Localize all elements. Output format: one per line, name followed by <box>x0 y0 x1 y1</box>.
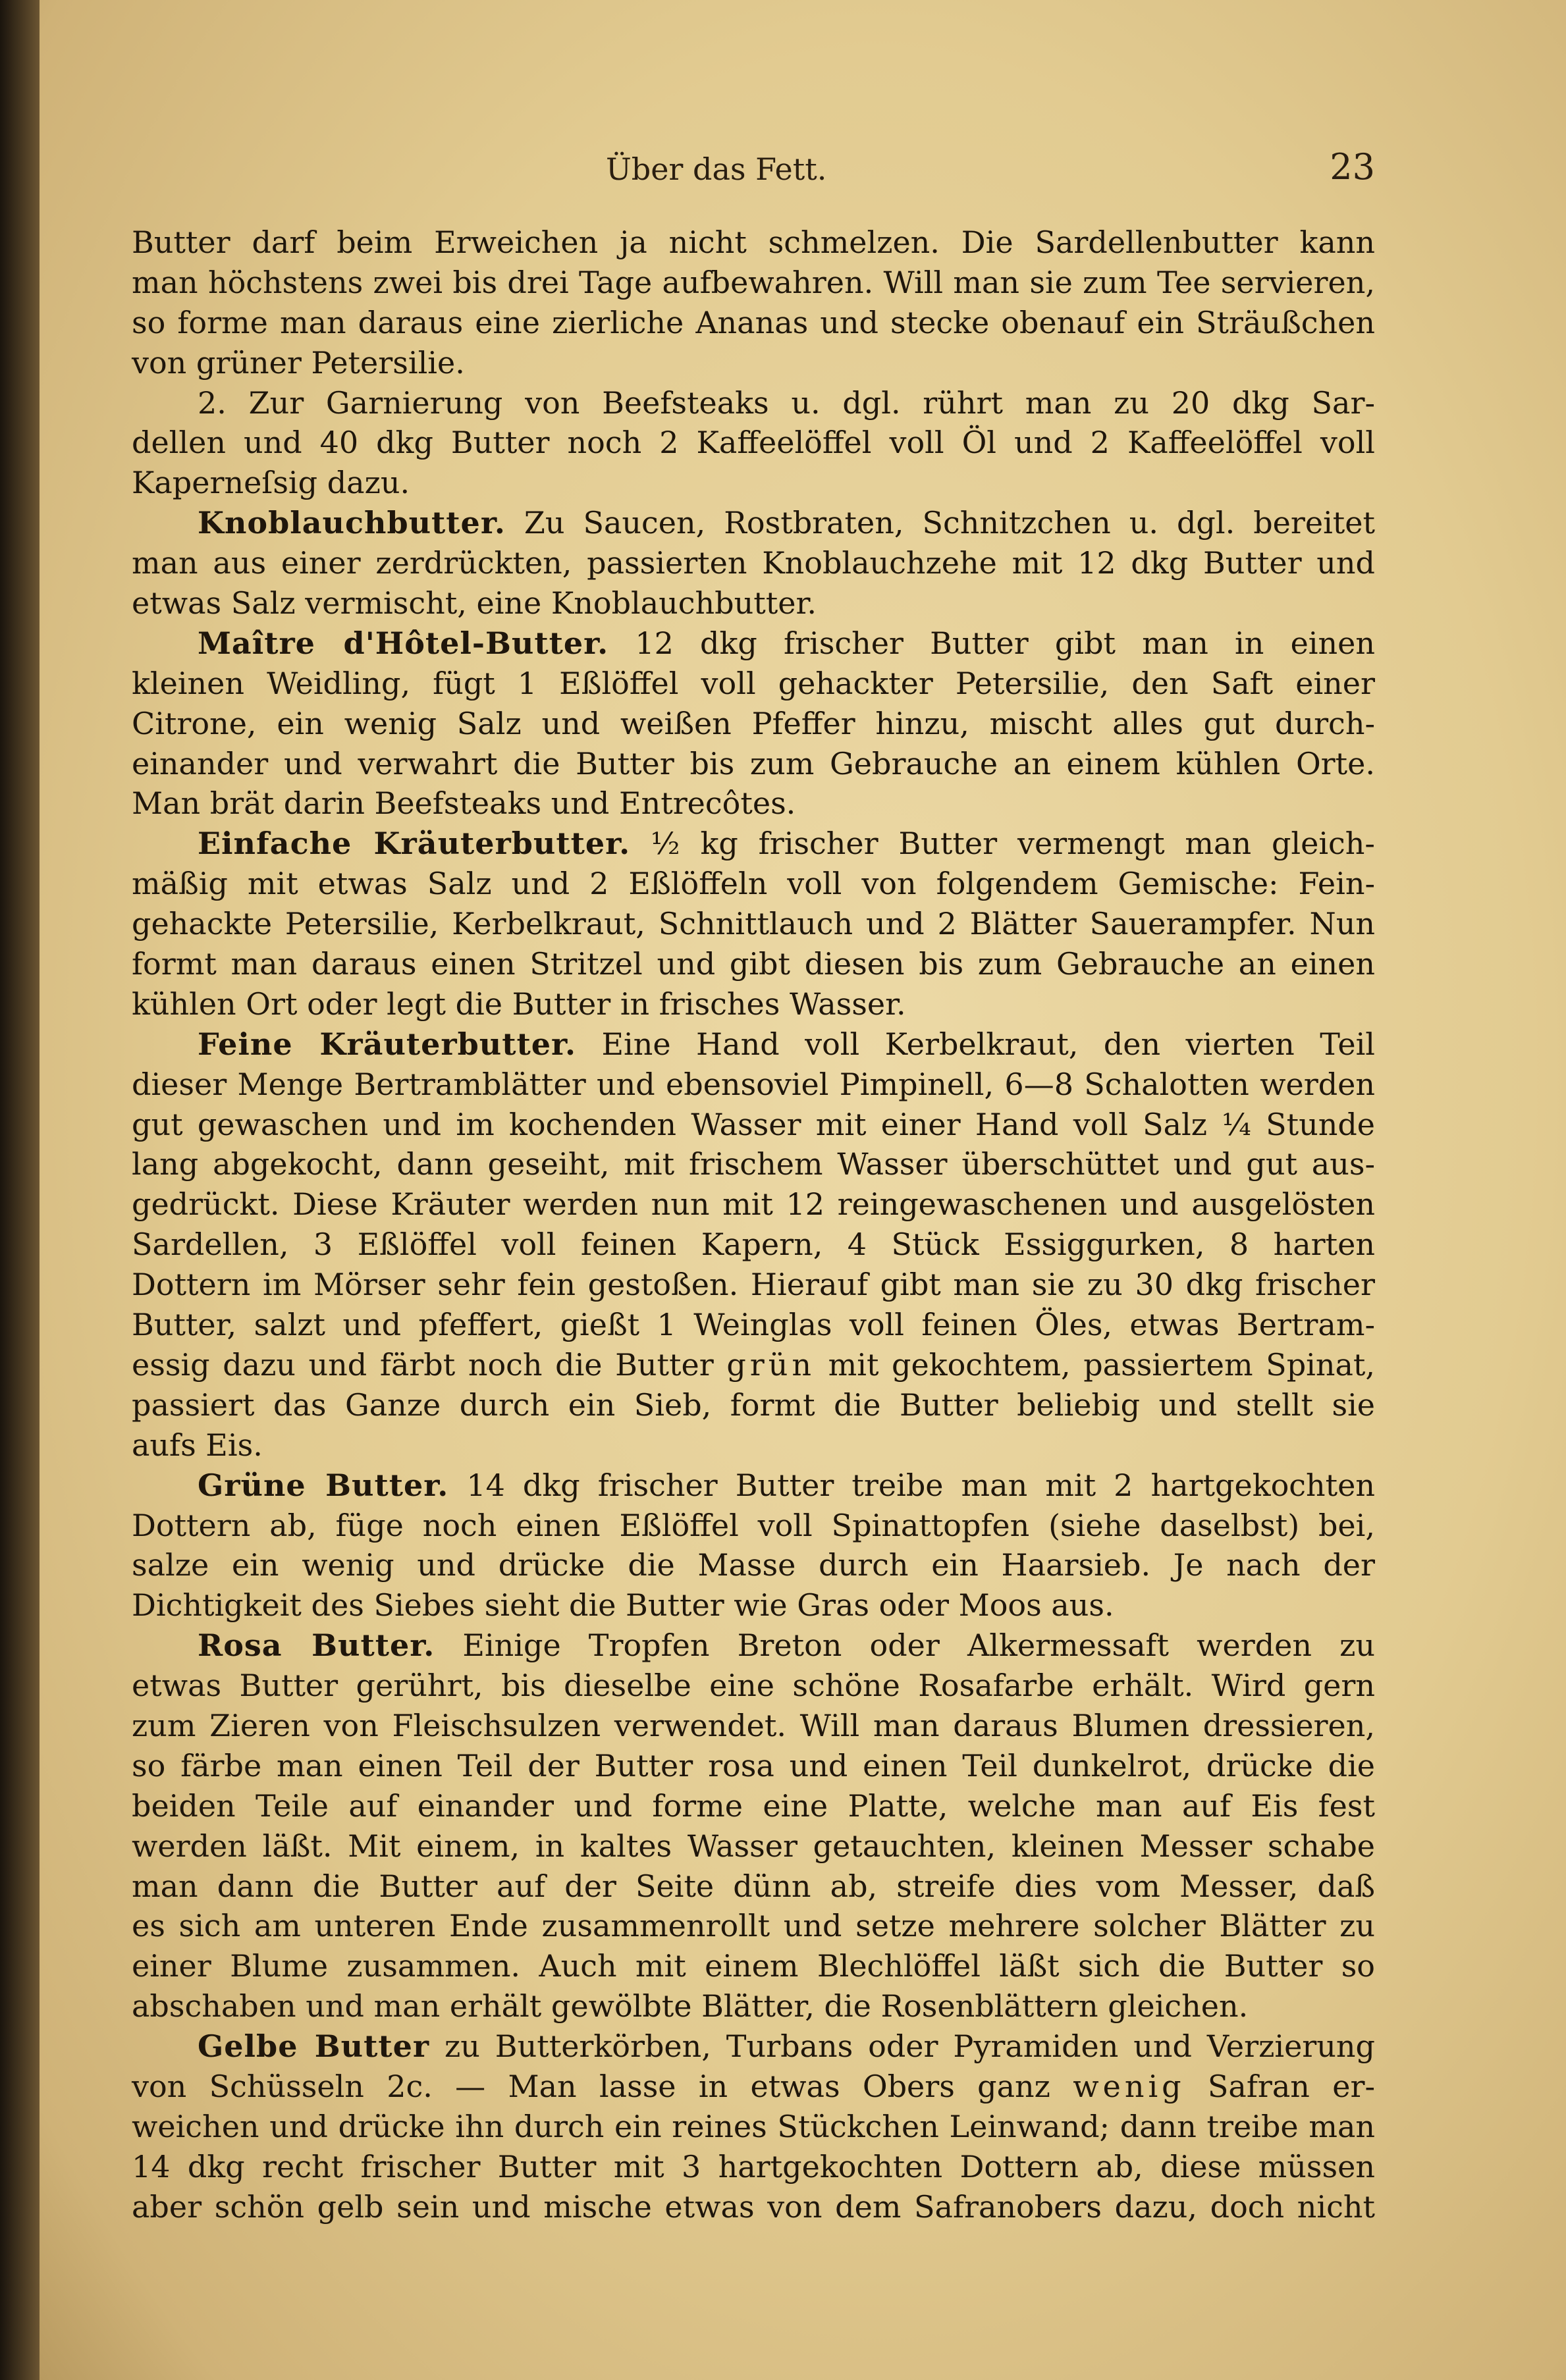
recipe-heading: Feine Kräuterbutter. <box>198 1026 577 1062</box>
text-run: abschaben und man erhält gewölbte Blätter, die Rosenblättern gleichen. <box>132 1988 1249 2024</box>
recipe-heading: Maître d'Hôtel-Butter. <box>198 625 609 661</box>
text-run: 14 dkg frischer Butter treibe man mit 2 hartgekochten <box>448 1467 1375 1503</box>
text-run: einer Blume zusammen. Auch mit einem Blechlöffel läßt sich die Butter so <box>132 1948 1375 1984</box>
text-run: so forme man daraus eine zierliche Ananas und stecke obenauf ein Sträußchen <box>132 304 1375 340</box>
text-run: gehackte Petersilie, Kerbelkraut, Schnittlauch und 2 Blätter Sauerampfer. Nun <box>132 906 1375 942</box>
text-line <box>132 1986 1375 2026</box>
text-run: zu Butterkörben, Turbans oder Pyramiden und Verzierung <box>429 2028 1375 2065</box>
text-line <box>132 1786 1375 1826</box>
text-line <box>132 1706 1375 1746</box>
text-run: zum Zieren von Fleischsulzen verwendet. Will man daraus Blumen dressieren, <box>132 1707 1375 1743</box>
text-line <box>132 343 1375 383</box>
text-line <box>132 1866 1375 1907</box>
text-line <box>132 1666 1375 1706</box>
text-run: Einige Tropfen Breton oder Alkermessaft werden zu <box>435 1627 1375 1664</box>
text-line <box>132 503 1375 543</box>
text-run: man höchstens zwei bis drei Tage aufbewahren. Will man sie zum Tee servieren, <box>132 264 1375 300</box>
text-line <box>132 1545 1375 1585</box>
text-run: 12 dkg frischer Butter gibt man in einen <box>608 625 1375 661</box>
text-line <box>132 263 1375 303</box>
body-text <box>132 223 1375 2227</box>
text-run: etwas Butter gerührt, bis dieselbe eine schöne Rosafarbe erhält. Wird gern <box>132 1668 1375 1704</box>
text-line <box>132 1466 1375 1506</box>
text-line <box>132 1184 1375 1225</box>
text-line <box>132 1265 1375 1305</box>
text-line <box>132 1746 1375 1786</box>
text-run: dellen und 40 dkg Butter noch 2 Kaffeelöffel voll Öl und 2 Kaffeelöffel voll <box>132 425 1375 461</box>
text-line <box>132 944 1375 984</box>
text-run: gut gewaschen und im kochenden Wasser mit einer Hand voll Salz ¼ Stunde <box>132 1106 1375 1142</box>
recipe-heading: Rosa Butter. <box>198 1627 435 1664</box>
book-page <box>40 0 1566 2380</box>
text-line <box>132 744 1375 784</box>
text-run: kühlen Ort oder legt die Butter in frisches Wasser. <box>132 986 906 1022</box>
text-line <box>132 1225 1375 1265</box>
text-line <box>132 2067 1375 2107</box>
recipe-heading: Knoblauchbutter. <box>198 505 506 541</box>
text-run: Man brät darin Beefsteaks und Entrecôtes. <box>132 785 796 822</box>
text-line <box>132 303 1375 343</box>
text-line <box>132 1585 1375 1626</box>
text-run: gedrückt. Diese Kräuter werden nun mit 12 reingewaschenen und ausgelösten <box>132 1186 1375 1223</box>
text-run: Dichtigkeit des Siebes sieht die Butter wie Gras oder Moos aus. <box>132 1587 1114 1624</box>
text-run: Butter, salzt und pfeffert, gießt 1 Weinglas voll feinen Öles, etwas Bertram- <box>132 1307 1375 1343</box>
text-line <box>132 543 1375 583</box>
running-title: Über das Fett. <box>606 151 827 187</box>
text-line <box>132 1626 1375 1666</box>
text-run: von grüner Petersilie. <box>132 344 465 381</box>
text-line <box>132 1144 1375 1184</box>
text-line <box>132 583 1375 623</box>
text-run: kleinen Weidling, fügt 1 Eßlöffel voll gehackter Petersilie, den Saft einer <box>132 665 1375 701</box>
text-line <box>132 1024 1375 1065</box>
book-spine-shadow <box>0 0 40 2380</box>
text-run: Sardellen, 3 Eßlöffel voll feinen Kapern, 4 Stück Essiggurken, 8 harten <box>132 1227 1375 1263</box>
text-line <box>132 1345 1375 1385</box>
text-run: mit gekochtem, passiertem Spinat, <box>815 1346 1376 1383</box>
text-line <box>132 1425 1375 1466</box>
text-line <box>132 1946 1375 1986</box>
text-line <box>132 2026 1375 2067</box>
text-line <box>132 1105 1375 1145</box>
text-line <box>132 704 1375 744</box>
page-number: 23 <box>1330 146 1375 188</box>
text-run: 2. Zur Garnierung von Beefsteaks u. dgl. rührt man zu 20 dkg Sar- <box>198 384 1375 421</box>
text-line <box>132 383 1375 423</box>
text-line <box>132 864 1375 904</box>
text-run: Butter darf beim Erweichen ja nicht schmelzen. Die Sardellenbutter kann <box>132 225 1375 260</box>
text-line <box>132 1906 1375 1946</box>
text-run: so färbe man einen Teil der Butter rosa und einen Teil dunkelrot, drücke die <box>132 1747 1375 1784</box>
text-line <box>132 223 1375 263</box>
text-run: von Schüsseln 2c. — Man lasse in etwas Obers ganz <box>132 2068 1073 2104</box>
text-run: salze ein wenig und drücke die Masse durch ein Haarsieb. Je nach der <box>132 1547 1375 1583</box>
text-run: man dann die Butter auf der Seite dünn ab, streife dies vom Messer, daß <box>132 1868 1375 1904</box>
text-run: Citrone, ein wenig Salz und weißen Pfeffer hinzu, mischt alles gut durch- <box>132 705 1375 741</box>
text-run: es sich am unteren Ende zusammenrollt und setze mehrere solcher Blätter zu <box>132 1908 1375 1944</box>
text-run: Eine Hand voll Kerbelkraut, den vierten Teil <box>576 1026 1375 1062</box>
spaced-emphasis: grün <box>726 1346 816 1383</box>
page-header <box>40 138 1566 191</box>
recipe-heading: Einfache Kräuterbutter. <box>198 826 631 862</box>
text-run: Dottern ab, füge noch einen Eßlöffel voll Spinattopfen (siehe daselbst) bei, <box>132 1507 1375 1543</box>
text-line <box>132 1506 1375 1546</box>
text-run: einander und verwahrt die Butter bis zum Gebrauche an einem kühlen Orte. <box>132 745 1375 781</box>
text-line <box>132 1826 1375 1866</box>
text-run: werden läßt. Mit einem, in kaltes Wasser getauchten, kleinen Messer schabe <box>132 1828 1375 1864</box>
text-run: Zu Saucen, Rostbraten, Schnitzchen u. dgl. bereitet <box>505 505 1375 541</box>
text-run: ½ kg frischer Butter vermengt man gleich- <box>630 826 1375 862</box>
text-line <box>132 423 1375 463</box>
text-run: passiert das Ganze durch ein Sieb, formt die Butter beliebig und stellt sie <box>132 1387 1375 1423</box>
text-run: Safran er- <box>1185 2068 1375 2104</box>
text-line <box>132 904 1375 944</box>
text-run: Kaperneſsig dazu. <box>132 465 410 501</box>
text-run: beiden Teile auf einander und forme eine Platte, welche man auf Eis fest <box>132 1787 1375 1824</box>
recipe-heading: Grüne Butter. <box>198 1467 449 1503</box>
text-run: etwas Salz vermischt, eine Knoblauchbutter. <box>132 585 817 621</box>
text-line <box>132 824 1375 864</box>
text-run: 14 dkg recht frischer Butter mit 3 hartgekochten Dottern ab, diese müssen <box>132 2148 1375 2184</box>
text-run: aber schön gelb sein und mische etwas von dem Safranobers dazu, doch nicht <box>132 2188 1375 2225</box>
text-run: dieser Menge Bertramblätter und ebensoviel Pimpinell, 6—8 Schalotten werden <box>132 1066 1375 1102</box>
spaced-emphasis: wenig <box>1073 2068 1185 2104</box>
text-line <box>132 2147 1375 2187</box>
text-run: Dottern im Mörser sehr fein gestoßen. Hierauf gibt man sie zu 30 dkg frischer <box>132 1267 1375 1303</box>
text-run: mäßig mit etwas Salz und 2 Eßlöffeln voll von folgendem Gemische: Fein- <box>132 866 1375 902</box>
text-run: lang abgekocht, dann geseiht, mit frischem Wasser überschüttet und gut aus- <box>132 1146 1375 1182</box>
text-line <box>132 623 1375 664</box>
text-run: essig dazu und färbt noch die Butter <box>132 1346 727 1383</box>
recipe-heading: Gelbe Butter <box>198 2028 430 2065</box>
text-line <box>132 463 1375 503</box>
text-run: aufs Eis. <box>132 1427 263 1463</box>
text-line <box>132 2187 1375 2227</box>
text-line <box>132 984 1375 1024</box>
text-line <box>132 664 1375 704</box>
text-line <box>132 2107 1375 2147</box>
text-run: man aus einer zerdrückten, passierten Knoblauchzehe mit 12 dkg Butter und <box>132 545 1375 581</box>
text-line <box>132 1305 1375 1345</box>
text-run: weichen und drücke ihn durch ein reines Stückchen Leinwand; dann treibe man <box>132 2108 1375 2144</box>
text-run: formt man daraus einen Stritzel und gibt diesen bis zum Gebrauche an einen <box>132 946 1375 982</box>
text-line <box>132 1385 1375 1425</box>
text-line <box>132 1065 1375 1105</box>
text-line <box>132 783 1375 824</box>
